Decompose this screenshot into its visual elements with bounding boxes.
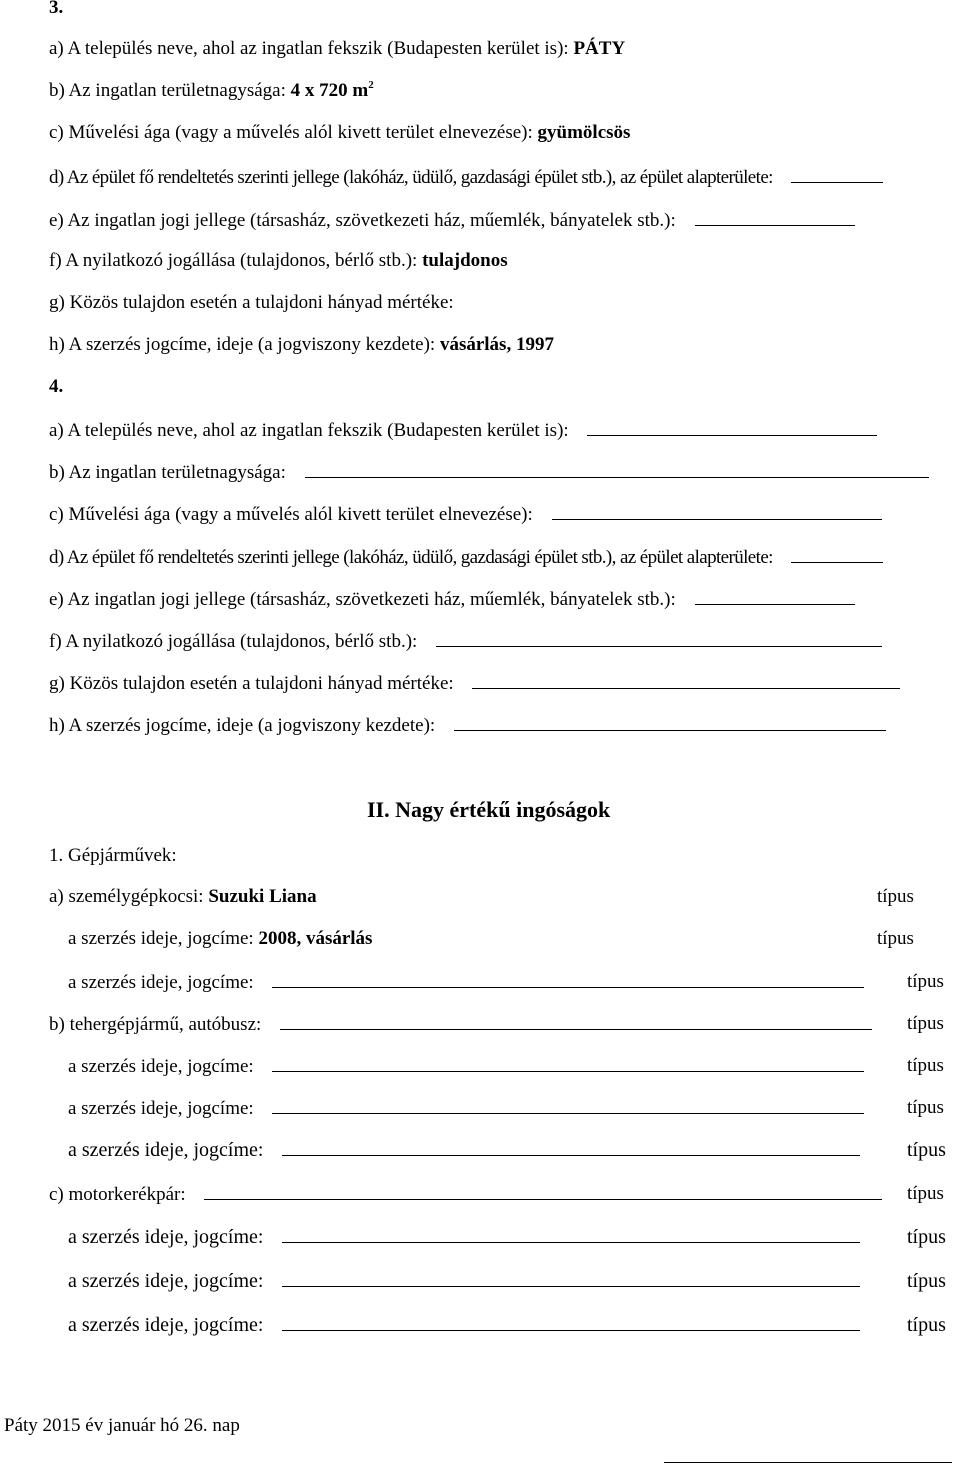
s4-a-label: a) A település neve, ahol az ingatlan fekszik (Budapesten kerület is): <box>49 420 569 441</box>
s4-d-blank <box>791 546 883 563</box>
s3-a-value: PÁTY <box>573 38 626 59</box>
s4-item-b <box>49 461 929 484</box>
s4-item-g <box>49 672 900 695</box>
vehicle-a-label: a) személygépkocsi: <box>49 886 204 907</box>
acq-blank <box>282 1270 860 1287</box>
section-3-number: 3. <box>49 0 64 18</box>
s4-item-c <box>49 503 882 526</box>
acq-blank <box>282 1314 860 1331</box>
s3-f-value: tulajdonos <box>422 250 508 271</box>
s4-item-h <box>49 714 886 737</box>
s3-b-unit-sup: 2 <box>368 79 374 91</box>
s4-d-label: d) Az épület fő rendeltetés szerinti jellege (lakóház, üdülő, gazdasági épület stb.), az épület alapterülete: <box>49 547 773 568</box>
s3-item-h <box>49 334 554 356</box>
vehicle-c-label: c) motorkerékpár: <box>49 1184 186 1205</box>
s4-item-f <box>49 630 882 653</box>
acq-label: a szerzés ideje, jogcíme: <box>68 1098 254 1119</box>
acq-label: a szerzés ideje, jogcíme: <box>68 1270 264 1292</box>
vehicle-a-acq-1-type: típus <box>877 928 914 949</box>
acq-label: a szerzés ideje, jogcíme: <box>68 1226 264 1248</box>
s4-item-a <box>49 419 877 442</box>
s3-item-e <box>49 209 855 232</box>
section-ii-title: II. Nagy értékű ingóságok <box>367 797 611 822</box>
vehicle-c-acq-3 <box>68 1314 860 1336</box>
acq-blank <box>282 1226 860 1243</box>
s4-f-blank <box>436 630 882 647</box>
section-4-number: 4. <box>49 376 64 397</box>
vehicle-a-row <box>49 886 317 908</box>
s4-e-blank <box>695 588 855 605</box>
vehicle-c-type: típus <box>907 1183 944 1204</box>
s4-h-blank <box>454 714 886 731</box>
vehicle-b-row <box>49 1013 872 1036</box>
acq-value: 2008, vásárlás <box>258 928 373 949</box>
acq-label: a szerzés ideje, jogcíme: <box>68 928 254 949</box>
s4-b-label: b) Az ingatlan területnagysága: <box>49 462 286 483</box>
s3-d-label: d) Az épület fő rendeltetés szerinti jellege (lakóház, üdülő, gazdasági épület stb.), az épület alapterülete: <box>49 167 773 188</box>
s3-h-label: h) A szerzés jogcíme, ideje (a jogviszony kezdete): <box>49 334 436 355</box>
vehicle-b-acq-2 <box>68 1097 864 1120</box>
s3-a-label: a) A település neve, ahol az ingatlan fekszik (Budapesten kerület is): <box>49 38 569 59</box>
s3-d-blank <box>791 166 883 183</box>
s3-e-blank <box>695 209 855 226</box>
acq-label: a szerzés ideje, jogcíme: <box>68 1314 264 1336</box>
vehicle-b-acq-3-type: típus <box>907 1139 946 1161</box>
vehicle-a-value: Suzuki Liana <box>208 886 317 907</box>
vehicle-b-type: típus <box>907 1013 944 1034</box>
s4-c-label: c) Művelési ága (vagy a művelés alól kivett terület elnevezése): <box>49 504 533 525</box>
vehicle-c-acq-2-type: típus <box>907 1270 946 1292</box>
s4-f-label: f) A nyilatkozó jogállása (tulajdonos, bérlő stb.): <box>49 631 418 652</box>
s3-item-b <box>49 80 374 102</box>
acq-blank <box>282 1139 860 1156</box>
vehicle-c-acq-3-type: típus <box>907 1314 946 1336</box>
s3-h-value: vásárlás, 1997 <box>439 334 554 355</box>
s3-item-a <box>49 38 625 60</box>
vehicle-b-acq-2-type: típus <box>907 1097 944 1118</box>
acq-label: a szerzés ideje, jogcíme: <box>68 1056 254 1077</box>
s3-g-label: g) Közös tulajdon esetén a tulajdoni hányad mértéke: <box>49 292 454 313</box>
vehicle-c-acq-1-type: típus <box>907 1226 946 1248</box>
s3-c-label: c) Művelési ága (vagy a művelés alól kivett terület elnevezése): <box>49 122 533 143</box>
s3-item-f <box>49 250 508 272</box>
vehicle-c-blank <box>204 1183 882 1200</box>
s4-c-blank <box>552 503 882 520</box>
s4-h-label: h) A szerzés jogcíme, ideje (a jogviszony kezdete): <box>49 715 436 736</box>
acq-blank <box>272 1055 864 1072</box>
s3-item-d <box>49 166 883 189</box>
s4-g-blank <box>472 672 900 689</box>
acq-label: a szerzés ideje, jogcíme: <box>68 1139 264 1161</box>
vehicle-b-acq-1 <box>68 1055 864 1078</box>
s3-f-label: f) A nyilatkozó jogállása (tulajdonos, bérlő stb.): <box>49 250 418 271</box>
s3-item-c <box>49 122 630 144</box>
s4-item-d <box>49 546 883 569</box>
s4-e-label: e) Az ingatlan jogi jellege (társasház, szövetkezeti ház, műemlék, bányatelek stb.): <box>49 589 676 610</box>
vehicle-c-acq-1 <box>68 1226 860 1248</box>
s4-g-label: g) Közös tulajdon esetén a tulajdoni hányad mértéke: <box>49 673 454 694</box>
vehicle-c-row <box>49 1183 882 1206</box>
acq-label: a szerzés ideje, jogcíme: <box>68 972 254 993</box>
vehicle-b-acq-1-type: típus <box>907 1055 944 1076</box>
vehicle-a-acq-1 <box>68 928 372 950</box>
acq-blank <box>272 971 864 988</box>
vehicle-c-acq-2 <box>68 1270 860 1292</box>
vehicle-a-acq-2 <box>68 971 864 994</box>
s3-e-label: e) Az ingatlan jogi jellege (társasház, szövetkezeti ház, műemlék, bányatelek stb.): <box>49 210 676 231</box>
s4-b-blank <box>305 461 929 478</box>
s3-b-label: b) Az ingatlan területnagysága: <box>49 80 286 101</box>
vehicles-heading: 1. Gépjárművek: <box>49 845 177 866</box>
vehicle-b-blank <box>280 1013 872 1030</box>
signature-line <box>664 1462 952 1463</box>
vehicle-b-acq-3 <box>68 1139 860 1161</box>
s3-item-g <box>49 292 454 314</box>
place-date: Páty 2015 év január hó 26. nap <box>4 1415 240 1436</box>
vehicle-a-acq-2-type: típus <box>907 971 944 992</box>
s4-item-e <box>49 588 855 611</box>
vehicle-a-type: típus <box>877 886 914 907</box>
s4-a-blank <box>587 419 877 436</box>
s3-c-value: gyümölcsös <box>537 122 631 143</box>
s3-b-value: 4 x 720 m <box>290 80 369 101</box>
acq-blank <box>272 1097 864 1114</box>
vehicle-b-label: b) tehergépjármű, autóbusz: <box>49 1014 262 1035</box>
